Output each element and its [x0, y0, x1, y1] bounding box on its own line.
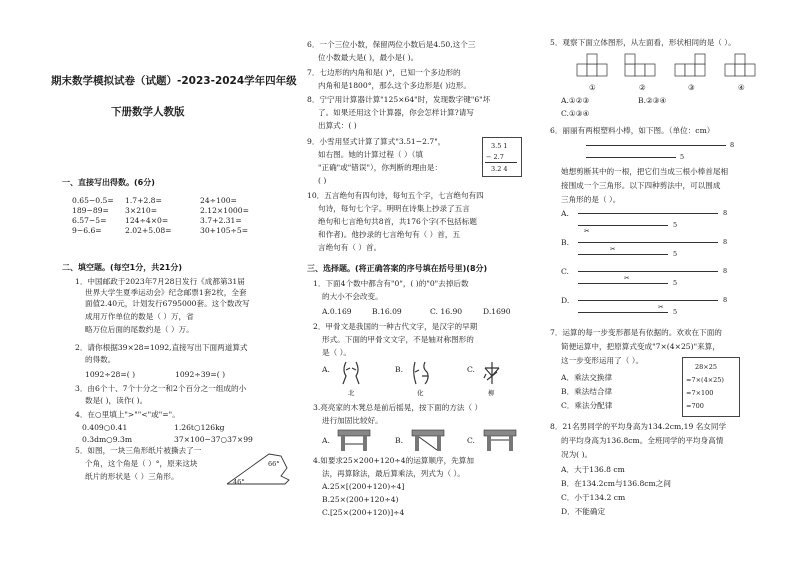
- calc-rule: [485, 162, 517, 163]
- choice4-line: 法，再算除法，最后算乘法，列式为（ ）。: [322, 469, 465, 478]
- stick-length: 8: [723, 238, 728, 246]
- q9-line: 9．小雪用竖式计算了算式"3.51−2.7"，: [307, 137, 446, 146]
- stick-5: [578, 283, 668, 284]
- stick-length: 5: [673, 308, 678, 316]
- oracle-glyph-hua-icon: [410, 360, 432, 386]
- choice6-line: 接围成一个三角形。以下四种剪法中，可以围成: [561, 181, 721, 190]
- q5-line: 个角，这个角是（ ）°，原来这块: [85, 459, 198, 468]
- choice3-option: C.: [467, 436, 475, 445]
- choice7-line: 简便运算中，把原算式变成"7×(4×25)"来算，: [561, 342, 720, 351]
- q1-line: 1．中国邮政于2023年7月28日发行《成都第31届: [75, 277, 245, 286]
- stick-length: 5: [673, 221, 678, 229]
- q7-line: 7．七边形的内角和是( )°，已知一个多边形的: [307, 68, 461, 77]
- q2-calc: 1092÷39=( ): [175, 370, 226, 379]
- choice6-line: 她想剪断其中的一根，把它们当成三根小棒首尾相: [561, 167, 729, 176]
- choice4-option: B.25×(200+120÷4): [322, 495, 399, 504]
- q4-line: 4．在○里填上">""<"或"="。: [75, 410, 180, 419]
- q8-line: 出算式：( ): [318, 121, 357, 130]
- stick-8: [586, 145, 726, 146]
- stool-b-icon: [411, 428, 445, 452]
- calc-item: 6.57−5=: [72, 216, 107, 225]
- q1-line: 略万位后面的尾数约是（ ）万。: [85, 325, 194, 334]
- calc-item: 2.12×1000=: [200, 206, 249, 215]
- step-row: =7×(4×25): [686, 376, 724, 384]
- q10-line: 言绝句有（ ）首。: [318, 243, 382, 252]
- step-row: =7×100: [686, 389, 714, 397]
- stick-5: [586, 157, 676, 158]
- q5-line: 5．如图，一块三角形纸片被撕去了一: [75, 446, 202, 455]
- compare-item: 37×100−37○37×99: [174, 435, 253, 444]
- section3-heading: 三、选择题。(将正确答案的序号填在括号里)(8分): [307, 264, 488, 273]
- glyph-caption: 柳: [488, 389, 495, 397]
- calc-item: 3×210=: [125, 206, 158, 215]
- q6-line: 位小数最大是( )，最小是( )。: [318, 53, 419, 62]
- choice1-option: D.1690: [483, 307, 511, 316]
- q9-line: "正确"或"错误"），你判断的理由是：: [318, 163, 443, 172]
- angle-label: 46°: [233, 478, 245, 486]
- q3-line: 数是( )，读作( )。: [85, 396, 148, 405]
- q10-line: 句诗，每句七个字。明明在诗集上抄录了五言: [318, 204, 470, 213]
- section2-heading: 二、填空题。(每空1分，共21分): [62, 263, 183, 272]
- compare-item: 0.3dm○9.3m: [82, 435, 133, 444]
- stick-length: 8: [730, 141, 735, 149]
- stick-5: [578, 312, 668, 313]
- choice6-option: D.: [561, 296, 570, 305]
- choice2-option: C.: [467, 365, 475, 374]
- exam-title-line2: 下册数学人教版: [111, 106, 185, 118]
- calc-item: 2.02+5.08=: [125, 226, 172, 235]
- choice5-line: 5．观察下面立体图形，从左面看，形状相同的是（ ）。: [550, 38, 736, 47]
- column-middle: [305, 0, 537, 562]
- simplify-steps-box: [682, 357, 740, 417]
- exam-title-line1: 期末数学模拟试卷（试题）-2023-2024学年四年级: [51, 75, 297, 87]
- stick-length: 8: [723, 296, 728, 304]
- calc-item: 189−89=: [72, 206, 109, 215]
- scissors-icon: ✂: [624, 274, 630, 282]
- q8-line: 了。如果还用这个计算器，你会怎样计算?请写: [318, 108, 474, 117]
- stick-5: [578, 225, 668, 226]
- choice2-line: 是（ ）。: [322, 348, 351, 357]
- choice2-line: 2．甲骨文是我国的一种古代文字，是汉字的早期: [313, 322, 478, 331]
- choice6-line: 6．丽丽有两根塑料小棒，如下图。（单位：cm）: [550, 126, 715, 135]
- calc-item: 30+105÷5=: [200, 226, 249, 235]
- glyph-caption: 化: [417, 389, 424, 397]
- q5-line: 纸片的形状是（ ）三角形。: [85, 472, 179, 481]
- q1-line: 面值2.40元，计划发行6795000套。这个数改写: [85, 299, 250, 308]
- choice1-option: A.0.169: [322, 307, 352, 316]
- calc-item: 24÷100=: [200, 196, 237, 205]
- choice5-option: A.①②③: [561, 96, 590, 105]
- choice8-option: B．在134.2cm与136.8cm之间: [561, 479, 671, 488]
- stick-length: 5: [673, 279, 678, 287]
- stick-8: [578, 271, 718, 272]
- q9-line: ( ): [318, 176, 327, 185]
- choice3-option: B.: [395, 436, 403, 445]
- choice7-option: A．乘法交换律: [561, 373, 613, 382]
- q9-line: 如右图。她的计算过程（ ）（填: [318, 150, 423, 159]
- figure-number: ④: [738, 83, 745, 92]
- cube-figures: [575, 52, 765, 80]
- stick-5: [578, 254, 668, 255]
- section1-heading: 一、直接写出得数。(6分): [62, 178, 155, 187]
- q1-line: 成用万作单位的数是（ ）万，省: [85, 312, 194, 321]
- stool-a-icon: [337, 428, 371, 452]
- choice2-option: A.: [322, 365, 330, 374]
- q7-line: 内角和是1800°，那么这个多边形是( )边形。: [318, 81, 471, 90]
- choice7-line: 7．运算的每一步变形都是有依据的。欢欢在下面的: [550, 328, 722, 337]
- choice6-line: 三角形的是（ ）。: [561, 195, 621, 204]
- choice5-option: C.①③④: [561, 109, 590, 118]
- step-row: 28×25: [695, 363, 717, 371]
- q10-line: 10．五言绝句有四句诗，每句五个字，七言绝句有四: [307, 191, 484, 200]
- choice8-line: 的平均身高为136.8cm。全班同学的平均身高情: [561, 436, 724, 445]
- scissors-icon: ✂: [610, 245, 616, 253]
- choice6-option: C.: [561, 267, 569, 276]
- calc-item: 124÷4×0=: [125, 216, 169, 225]
- calc-item: 9−6.6=: [72, 226, 102, 235]
- choice7-option: C．乘法分配律: [561, 401, 613, 410]
- q3-line: 3．由6个十、7个十分之一和2个百分之一组成的小: [75, 384, 247, 393]
- q10-line: 绝句和七言绝句共8首，共176个字(不包括标题: [318, 217, 477, 226]
- choice4-line: 4.如要求25×200+120÷4的运算顺序，先算加: [313, 456, 474, 465]
- stick-8: [578, 300, 718, 301]
- choice2-option: B.: [395, 365, 403, 374]
- choice2-line: 形式。下面的甲骨文文字，不是轴对称图形的: [322, 335, 474, 344]
- column-left: [51, 0, 297, 562]
- stick-8: [578, 213, 718, 214]
- scissors-icon: ✂: [584, 227, 590, 235]
- choice8-line: 况为( )。: [561, 450, 593, 459]
- calc-item: 0.65−0.5=: [72, 196, 114, 205]
- choice3-line: 3.亮亮家的木凳总是前后摇晃，按下面的方法（ ）: [313, 403, 483, 412]
- calc-item: 1.7+2.8=: [125, 196, 162, 205]
- choice6-option: A.: [561, 209, 569, 218]
- calc-row: − 2.7: [486, 153, 504, 161]
- stick-length: 8: [723, 267, 728, 275]
- choice7-line: 这一步变形运用了（ ）。: [561, 356, 644, 365]
- choice6-option: B.: [561, 238, 569, 247]
- stick-length: 8: [723, 209, 728, 217]
- choice4-option: C.[25×(200+120)]÷4: [322, 508, 405, 517]
- oracle-glyph-liu-icon: [481, 360, 503, 386]
- compare-item: 1.26t○126kg: [174, 423, 225, 432]
- q10-line: 和作者)。他抄录的七言绝句有（ ）首，五: [318, 230, 461, 239]
- q2-calc: 1092÷28=( ): [85, 370, 136, 379]
- calc-row: 3.5 1: [491, 142, 508, 150]
- choice8-option: D．不能确定: [561, 507, 606, 516]
- oracle-glyph-bei-icon: [340, 360, 362, 386]
- step-row: =700: [686, 402, 704, 410]
- choice1-line: 1．下面4个数中都含有"0"，( )的"0"去掉后数: [313, 279, 469, 288]
- column-right: [548, 0, 784, 562]
- figure-number: ①: [589, 83, 596, 92]
- compare-item: 0.409○0.41: [82, 423, 128, 432]
- calc-row: 3.2 4: [491, 165, 508, 173]
- choice3-line: 进行加固比较好。: [322, 416, 383, 425]
- stick-8: [578, 242, 718, 243]
- stick-length: 5: [673, 250, 678, 258]
- angle-label: 66°: [268, 460, 280, 468]
- stick-length: 5: [680, 153, 685, 161]
- calc-item: 3.7+2.31=: [200, 216, 242, 225]
- glyph-caption: 北: [348, 389, 355, 397]
- vertical-calc-box: [482, 137, 522, 177]
- choice5-option: B.②③④: [638, 96, 667, 105]
- figure-number: ②: [639, 83, 646, 92]
- choice8-option: A．大于136.8 cm: [561, 465, 625, 474]
- q2-line: 2．请你根据39×28=1092,直接写出下面两道算式: [75, 343, 248, 352]
- choice8-option: C．小于134.2 cm: [561, 493, 626, 502]
- q6-line: 6．一个三位小数，保留两位小数后是4.50,这个三: [307, 40, 476, 49]
- choice4-option: A.25×[(200+120)÷4]: [322, 482, 405, 491]
- choice1-line: 的大小不会改变。: [322, 292, 383, 301]
- q8-line: 8．宁宁用计算器计算"125×64"时，发现数字键"6"坏: [307, 95, 491, 104]
- q1-line: 世界大学生夏季运动会》纪念邮票1套2枚，全套: [85, 288, 247, 297]
- figure-number: ③: [688, 83, 695, 92]
- choice8-line: 8．21名男同学的平均身高为134.2cm,19 名女同学: [550, 422, 727, 431]
- choice3-option: A.: [322, 436, 330, 445]
- scissors-icon: ✂: [658, 303, 664, 311]
- choice1-option: B.16.09: [372, 307, 402, 316]
- stool-c-icon: [483, 428, 517, 452]
- choice1-option: C. 16.90: [430, 307, 463, 316]
- choice7-option: B．乘法结合律: [561, 387, 613, 396]
- q2-line: 的得数。: [85, 355, 116, 364]
